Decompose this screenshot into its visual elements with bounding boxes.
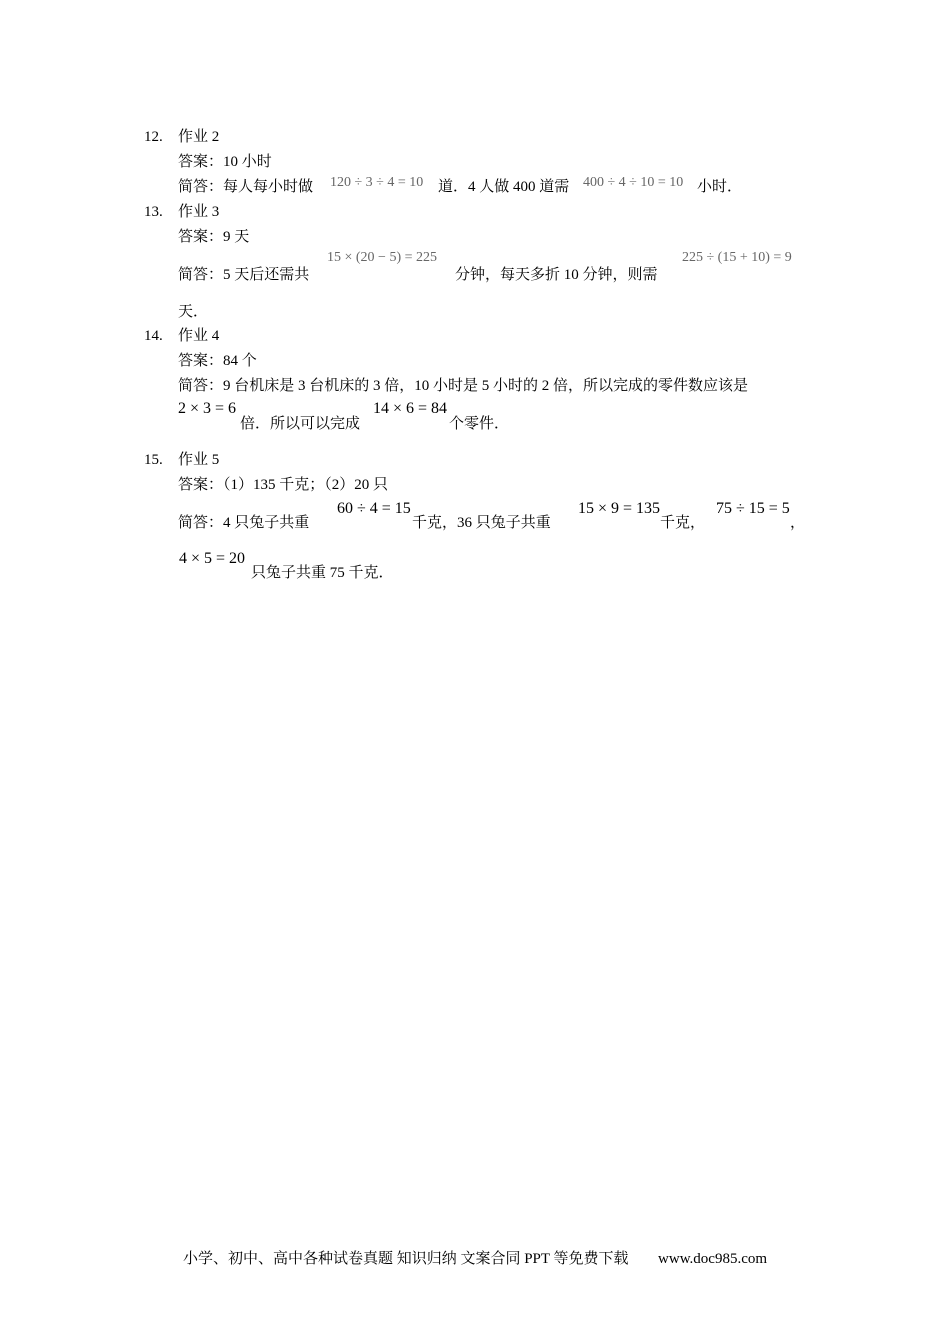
item-13-solution-mid: 分钟，每天多折 10 分钟，则需	[455, 267, 658, 283]
footer-website-link[interactable]: www.doc985.com	[658, 1251, 768, 1267]
item-15-math-4: 4 × 5 = 20	[179, 550, 246, 567]
footer-text: 小学、初中、高中各种试卷真题 知识归纳 文案合同 PPT 等免费下载	[182, 1251, 629, 1267]
item-14-answer: 答案：84 个	[178, 353, 257, 369]
item-15-solution-mid-2: 千克，	[660, 515, 706, 531]
item-14-number: 14.	[144, 328, 163, 344]
item-15-solution-prefix: 简答：4 只兔子共重	[178, 515, 310, 531]
item-12-solution-prefix: 简答：每人每小时做	[178, 179, 314, 195]
item-14-math-2: 14 × 6 = 84	[373, 400, 448, 417]
item-12-solution-suffix: 小时．	[697, 179, 743, 195]
item-13-answer: 答案：9 天	[178, 229, 250, 245]
item-12-math-1: 120 ÷ 3 ÷ 4 = 10	[330, 175, 424, 190]
item-12-math-2: 400 ÷ 4 ÷ 10 = 10	[583, 175, 684, 190]
page-footer	[0, 1247, 950, 1268]
item-12-answer: 答案：10 小时	[178, 154, 272, 170]
item-15-math-3: 75 ÷ 15 = 5	[716, 500, 790, 517]
item-12-title: 作业 2	[178, 129, 220, 145]
item-15-answer: 答案：（1）135 千克；（2）20 只	[178, 477, 389, 493]
item-15-math-1: 60 ÷ 4 = 15	[337, 500, 411, 517]
item-13-math-1: 15 × (20 − 5) = 225	[327, 250, 438, 265]
item-15-title: 作业 5	[178, 452, 220, 468]
item-14-solution-mid: 倍．所以可以完成	[240, 416, 361, 432]
item-13-solution-prefix: 简答：5 天后还需共	[178, 267, 310, 283]
item-15-math-2: 15 × 9 = 135	[578, 500, 661, 517]
item-14-math-1: 2 × 3 = 6	[178, 400, 237, 417]
item-13-solution-continuation: 天．	[178, 304, 209, 320]
item-12-number: 12.	[144, 129, 163, 145]
item-14-solution-suffix: 个零件．	[449, 416, 510, 432]
item-12-solution-mid: 道．4 人做 400 道需	[438, 179, 570, 195]
item-13-math-2: 225 ÷ (15 + 10) = 9	[682, 250, 792, 265]
item-14-solution-line: 简答：9 台机床是 3 台机床的 3 倍，10 小时是 5 小时的 2 倍，所以完成的零件数应该是	[178, 378, 749, 394]
item-15-number: 15.	[144, 452, 163, 468]
item-15-solution-suffix: 只兔子共重 75 千克．	[251, 565, 394, 581]
item-13-number: 13.	[144, 204, 163, 220]
item-14-title: 作业 4	[178, 328, 220, 344]
item-15-comma: ，	[790, 515, 806, 531]
item-13-title: 作业 3	[178, 204, 220, 220]
item-15-solution-mid-1: 千克，36 只兔子共重	[412, 515, 551, 531]
